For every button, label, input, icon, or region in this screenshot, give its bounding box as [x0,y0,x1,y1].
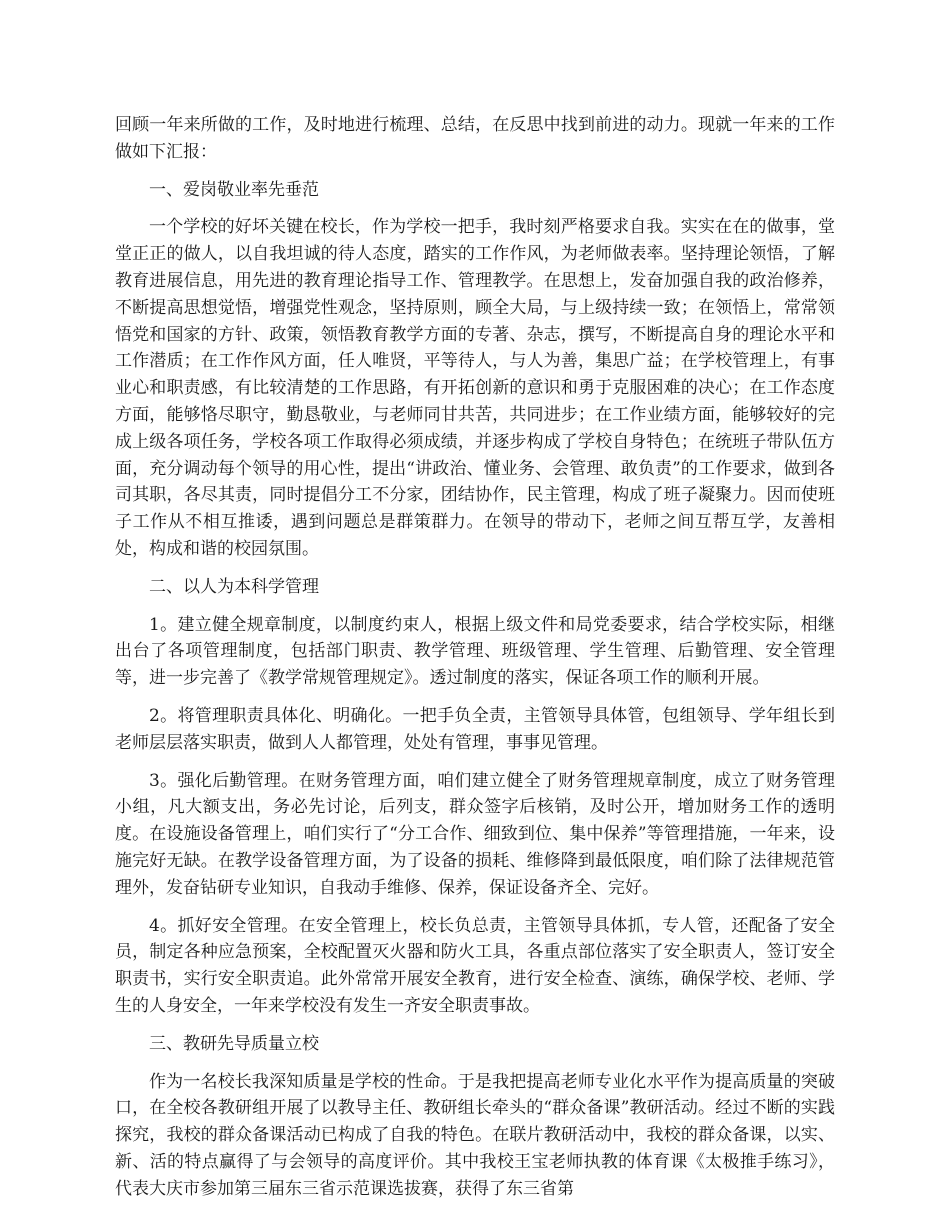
section-2-paragraph-4: 4。抓好安全管理。在安全管理上，校长负总责，主管领导具体抓，专人管，还配备了安全员，制定各种应急预案，全校配置灭火器和防火工具，各重点部位落实了安全职责人，签订安全职责书，实行安全职责追。此外常常开展安全教育，进行安全检查、演练，确保学校、老师、学生的人身安全，一年来学校没有发生一齐安全职责事故。 [115,915,835,1016]
section-2-paragraph-3: 3。强化后勤管理。在财务管理方面，咱们建立健全了财务管理规章制度，成立了财务管理小组，凡大额支出，务必先讨论，后列支，群众签字后核销，及时公开，增加财务工作的透明度。在设施设备管理上，咱们实行了“分工合作、细致到位、集中保养”等管理措施，一年来，设施完好无缺。在教学设备管理方面，为了设备的损耗、维修降到最低限度，咱们除了法律规范管理外，发奋钻研专业知识，自我动手维修、保养，保证设备齐全、完好。 [115,770,835,898]
section-1-paragraph-1: 一个学校的好坏关键在校长，作为学校一把手，我时刻严格要求自我。实实在在的做事，堂堂正正的做人，以自我坦诚的待人态度，踏实的工作作风，为老师做表率。坚持理论领悟，了解教育进展信息，用先进的教育理论指导工作、管理教学。在思想上，发奋加强自我的政治修养，不断提高思想觉悟，增强党性观念，坚持原则，顾全大局，与上级持续一致；在领悟上，常常领悟党和国家的方针、政策，领悟教育教学方面的专著、杂志，撰写，不断提高自身的理论水平和工作潜质；在工作作风方面，任人唯贤，平等待人，与人为善，集思广益；在学校管理上，有事业心和职责感，有比较清楚的工作思路，有开拓创新的意识和勇于克服困难的决心；在工作态度方面，能够恪尽职守，勤恳敬业，与老师同甘共苦，共同进步；在工作业绩方面，能够较好的完成上级各项任务，学校各项工作取得必须成绩，并逐步构成了学校自身特色；在统班子带队伍方面，充分调动每个领导的用心性，提出“讲政治、懂业务、会管理、敢负责”的工作要求，做到各司其职，各尽其责，同时提倡分工不分家，团结协作，民主管理，构成了班子凝聚力。因而使班子工作从不相互推诿，遇到问题总是群策群力。在领导的带动下，老师之间互帮互学，友善相处，构成和谐的校园氛围。 [115,217,835,559]
intro-paragraph: 回顾一年来所做的工作，及时地进行梳理、总结，在反思中找到前进的动力。现就一年来的工作做如下汇报： [115,115,835,162]
section-3-paragraph-1: 作为一名校长我深知质量是学校的性命。于是我把提高老师专业化水平作为提高质量的突破口，在全校各教研组开展了以教导主任、教研组长牵头的“群众备课”教研活动。经过不断的实践探究，我校的群众备课活动已构成了自我的特色。在联片教研活动中，我校的群众备课，以实、新、活的特点赢得了与会领导的高度评价。其中我校王宝老师执教的体育课《太极推手练习》，代表大庆市参加第三届东三省示范课选拔赛，获得了东三省第 [115,1071,835,1199]
section-2-heading: 二、以人为本科学管理 [149,576,319,597]
section-2-paragraph-2: 2。将管理职责具体化、明确化。一把手负全责，主管领导具体管，包组领导、学年组长到老师层层落实职责，做到人人都管理，处处有管理，事事见管理。 [115,705,835,753]
section-1-heading: 一、爱岗敬业率先垂范 [149,179,319,200]
section-1 [115,177,835,563]
section-3 [115,1031,835,1203]
section-2-paragraph-1: 1。建立健全规章制度，以制度约束人，根据上级文件和局党委要求，结合学校实际，相继出台了各项管理制度，包括部门职责、教学管理、班级管理、学生管理、后勤管理、安全管理等，进一步完善了《教学常规管理规定》。透过制度的落实，保证各项工作的顺利开展。 [115,614,835,689]
section-2 [115,574,835,1020]
section-3-heading: 三、教研先导质量立校 [149,1033,319,1054]
